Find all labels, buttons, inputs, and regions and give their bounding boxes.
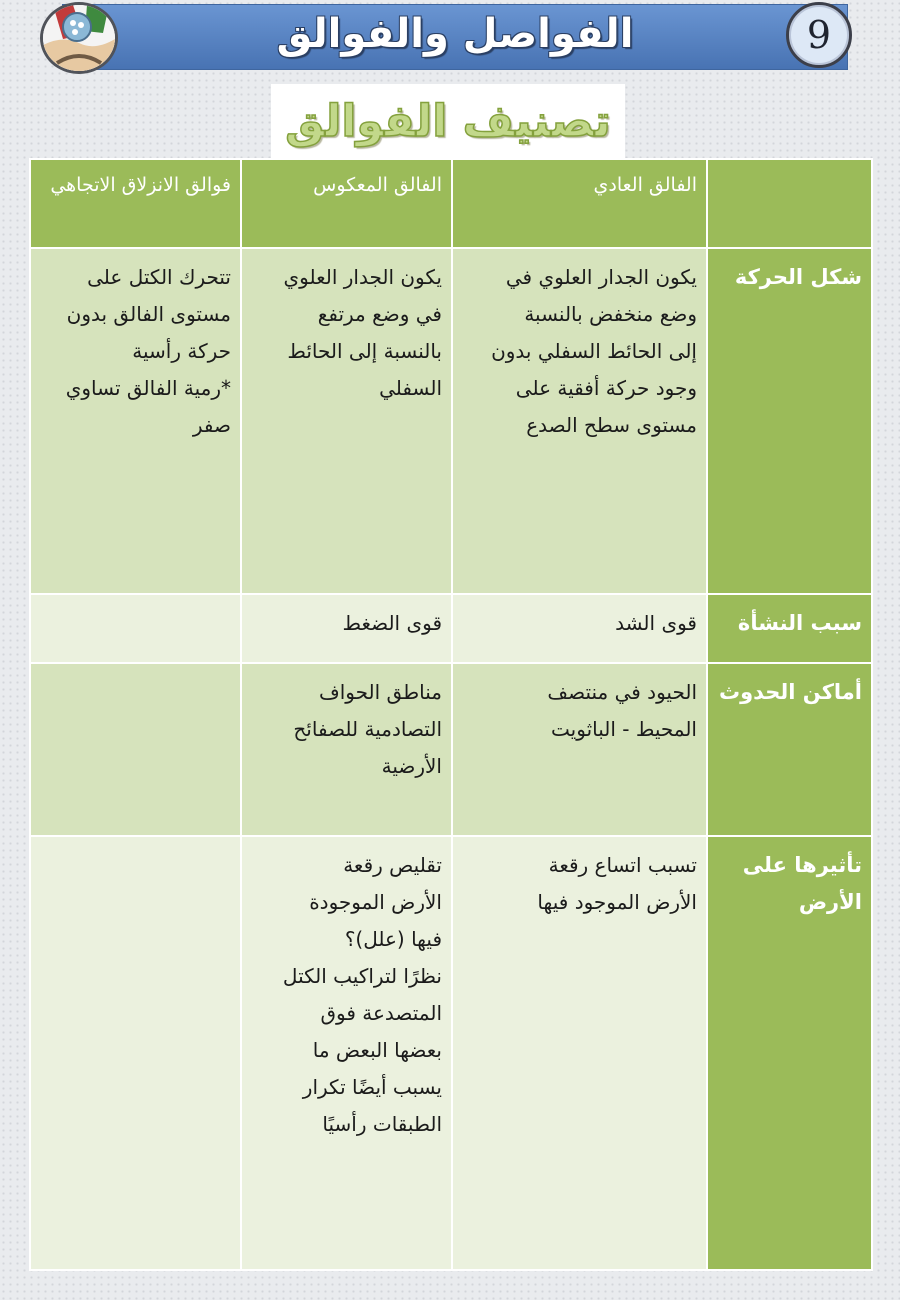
table-row-occurrence-places: [30, 663, 872, 836]
subtitle-box: [271, 84, 625, 159]
cell-line: يكون الجدار العلوي: [283, 265, 442, 289]
table-row-origin-cause: [30, 594, 872, 663]
cell-reverse-cause: [241, 594, 452, 663]
cell-line: بعضها البعض ما: [312, 1038, 442, 1062]
cell-line: بالنسبة إلى الحائط: [287, 339, 442, 363]
cell-line: الحيود في منتصف: [547, 680, 697, 704]
cell-line: قوى الشد: [615, 611, 697, 635]
cell-line: الأرض الموجودة: [309, 890, 442, 914]
subtitle-text: تصنيف الفوالق: [285, 96, 611, 147]
cell-line: يكون الجدار العلوي في: [505, 265, 697, 289]
cell-line: الأرض الموجود فيها: [537, 890, 697, 914]
cell-normal-effect: [452, 836, 707, 1270]
cell-line: تقليص رقعة: [343, 853, 442, 877]
cell-line: المتصدعة فوق: [320, 1001, 442, 1025]
cell-reverse-places: [241, 663, 452, 836]
cell-line: فيها (علل)؟: [344, 927, 442, 951]
cell-line: السفلي: [379, 376, 442, 400]
cell-line: يسبب أيضًا تكرار: [302, 1075, 442, 1099]
cell-line: قوى الضغط: [342, 611, 442, 635]
table-header-row: [30, 159, 872, 248]
header-bar: [62, 4, 848, 70]
cell-reverse-effect: [241, 836, 452, 1270]
header-cell-normal-fault: الفالق العادي: [452, 159, 707, 248]
cell-line: الطبقات رأسيًا: [322, 1112, 442, 1136]
cell-reverse-movement: [241, 248, 452, 594]
cell-line: تتحرك الكتل على: [87, 265, 231, 289]
page-title: الفواصل والفوالق: [276, 11, 634, 57]
cell-line: مناطق الحواف: [319, 680, 442, 704]
cell-strike-slip-cause: [30, 594, 241, 663]
cell-line: *رمية الفالق تساوي: [65, 376, 231, 400]
cell-strike-slip-effect: [30, 836, 241, 1270]
cell-normal-movement: [452, 248, 707, 594]
cell-line: التصادمية للصفائح: [293, 717, 442, 741]
faults-classification-table: [29, 158, 873, 1271]
row-label-earth-effect: تأثيرها على الأرض: [707, 836, 872, 1270]
table-row-earth-effect: [30, 836, 872, 1270]
cell-line: مستوى الفالق بدون: [66, 302, 231, 326]
cell-normal-cause: [452, 594, 707, 663]
cell-strike-slip-places: [30, 663, 241, 836]
cell-line: المحيط - الباثويت: [551, 717, 697, 741]
cell-line: مستوى سطح الصدع: [526, 413, 697, 437]
row-label-movement-form: شكل الحركة: [707, 248, 872, 594]
cell-line: وجود حركة أفقية على: [515, 376, 697, 400]
logo-icon: [40, 2, 118, 74]
header-cell-reverse-fault: الفالق المعكوس: [241, 159, 452, 248]
row-label-occurrence-places: أماكن الحدوث: [707, 663, 872, 836]
cell-line: نظرًا لتراكيب الكتل: [282, 964, 442, 988]
cell-line: وضع منخفض بالنسبة: [524, 302, 697, 326]
header-cell-strike-slip-fault: فوالق الانزلاق الاتجاهي: [30, 159, 241, 248]
page-number-badge: 9: [786, 2, 852, 68]
cell-line: إلى الحائط السفلي بدون: [491, 339, 697, 363]
cell-line: حركة رأسية: [132, 339, 231, 363]
cell-normal-places: [452, 663, 707, 836]
row-label-origin-cause: سبب النشأة: [707, 594, 872, 663]
cell-line: صفر: [192, 413, 231, 437]
table-row-movement-form: [30, 248, 872, 594]
cell-line: الأرضية: [381, 754, 442, 778]
cell-line: في وضع مرتفع: [317, 302, 442, 326]
cell-strike-slip-movement: [30, 248, 241, 594]
header-cell-corner: [707, 159, 872, 248]
cell-line: تسبب اتساع رقعة: [548, 853, 697, 877]
